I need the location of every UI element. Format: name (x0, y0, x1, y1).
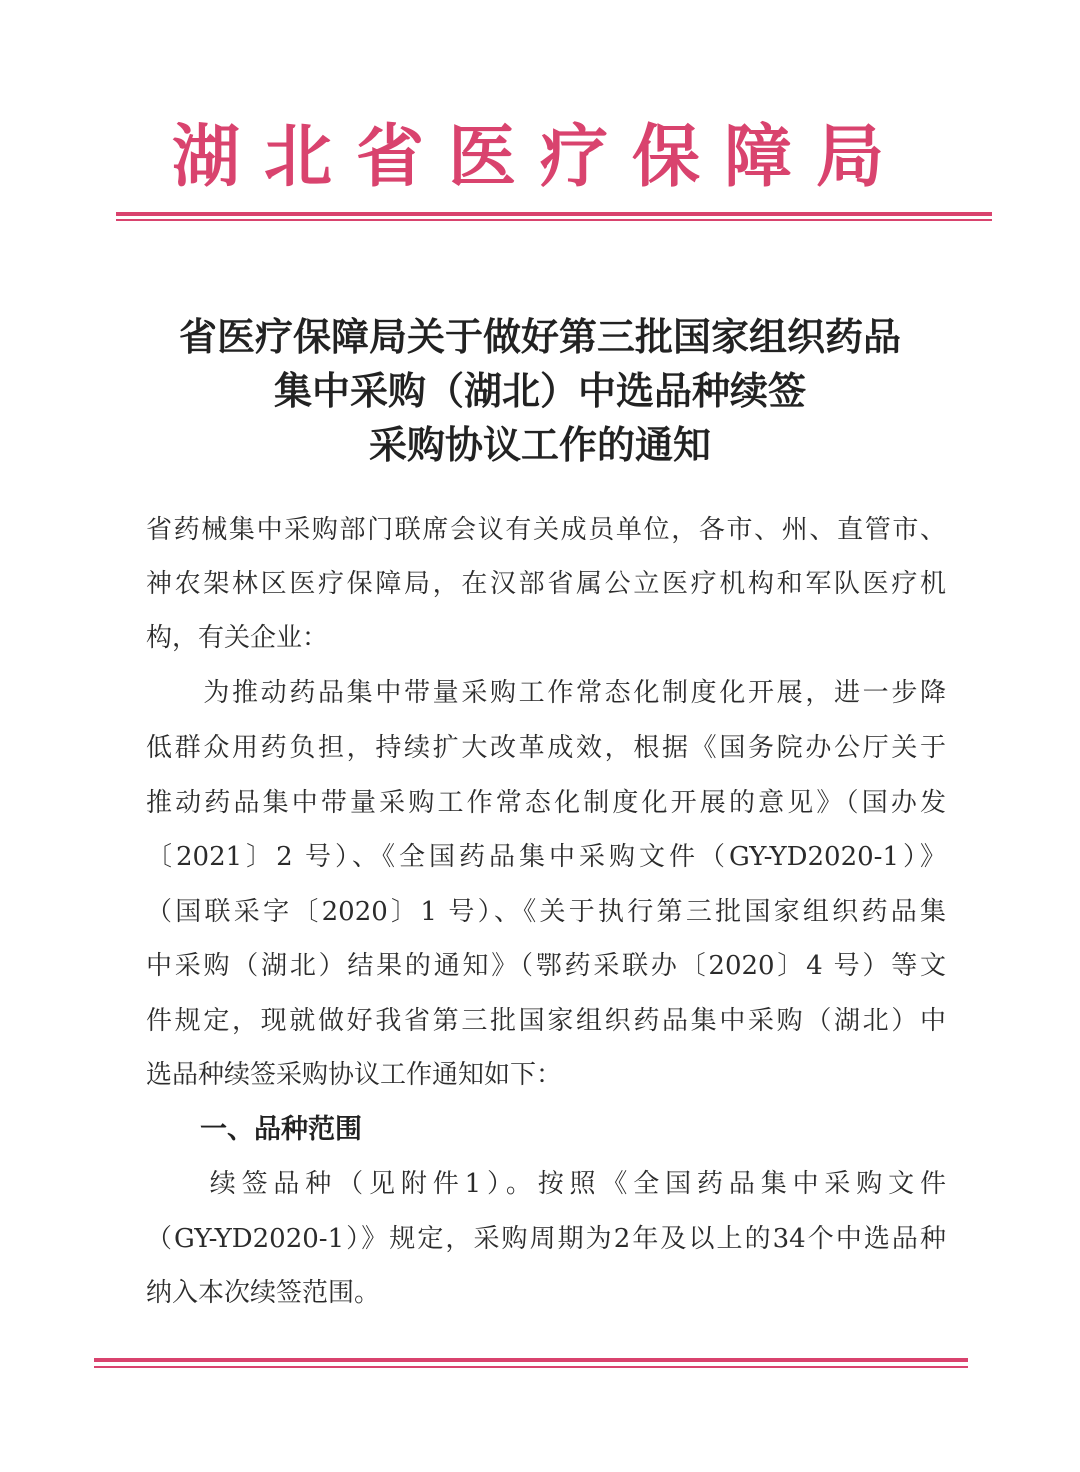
body-line: （国联采字〔2020〕1 号）、《关于执行第三批国家组织药品集 (146, 897, 946, 927)
body-line: 选品种续签采购协议工作通知如下： (146, 1060, 563, 1090)
title-line-1: 省医疗保障局关于做好第三批国家组织药品 (178, 315, 901, 359)
title-line-2: 集中采购（湖北）中选品种续签 (273, 369, 806, 413)
title-line-3: 采购协议工作的通知 (368, 423, 711, 467)
footer-rule-secondary (94, 1366, 968, 1368)
footer-rule (94, 1358, 968, 1362)
body-line: 神农架林区医疗保障局，在汉部省属公立医疗机构和军队医疗机 (146, 569, 946, 599)
org-name-header: 湖北省医疗保障局 (171, 118, 908, 197)
section-line: （GY-YD2020-1）》规定，采购周期为2年及以上的34个中选品种 (146, 1224, 946, 1254)
body-line: 构，有关企业： (146, 623, 329, 653)
body-line: 推动药品集中带量采购工作常态化制度化开展的意见》（国办发 (146, 788, 946, 818)
header-rule-secondary (116, 219, 992, 221)
body-line: 中采购（湖北）结果的通知》（鄂药采联办〔2020〕4 号）等文 (146, 951, 946, 981)
body-line: 为推动药品集中带量采购工作常态化制度化开展，进一步降 (146, 678, 946, 708)
section-line: 纳入本次续签范围。 (146, 1278, 381, 1308)
section-line: 续签品种（见附件1）。按照《全国药品集中采购文件 (146, 1169, 946, 1199)
body-line: 件规定，现就做好我省第三批国家组织药品集中采购（湖北）中 (146, 1006, 946, 1036)
header-rule (116, 212, 992, 216)
section-heading: 一、品种范围 (200, 1114, 362, 1145)
body-line: 省药械集中采购部门联席会议有关成员单位，各市、州、直管市、 (146, 515, 946, 545)
body-line: 低群众用药负担，持续扩大改革成效，根据《国务院办公厅关于 (146, 733, 946, 763)
body-line: 〔2021〕2 号）、《全国药品集中采购文件（GY-YD2020-1）》 (146, 842, 946, 872)
